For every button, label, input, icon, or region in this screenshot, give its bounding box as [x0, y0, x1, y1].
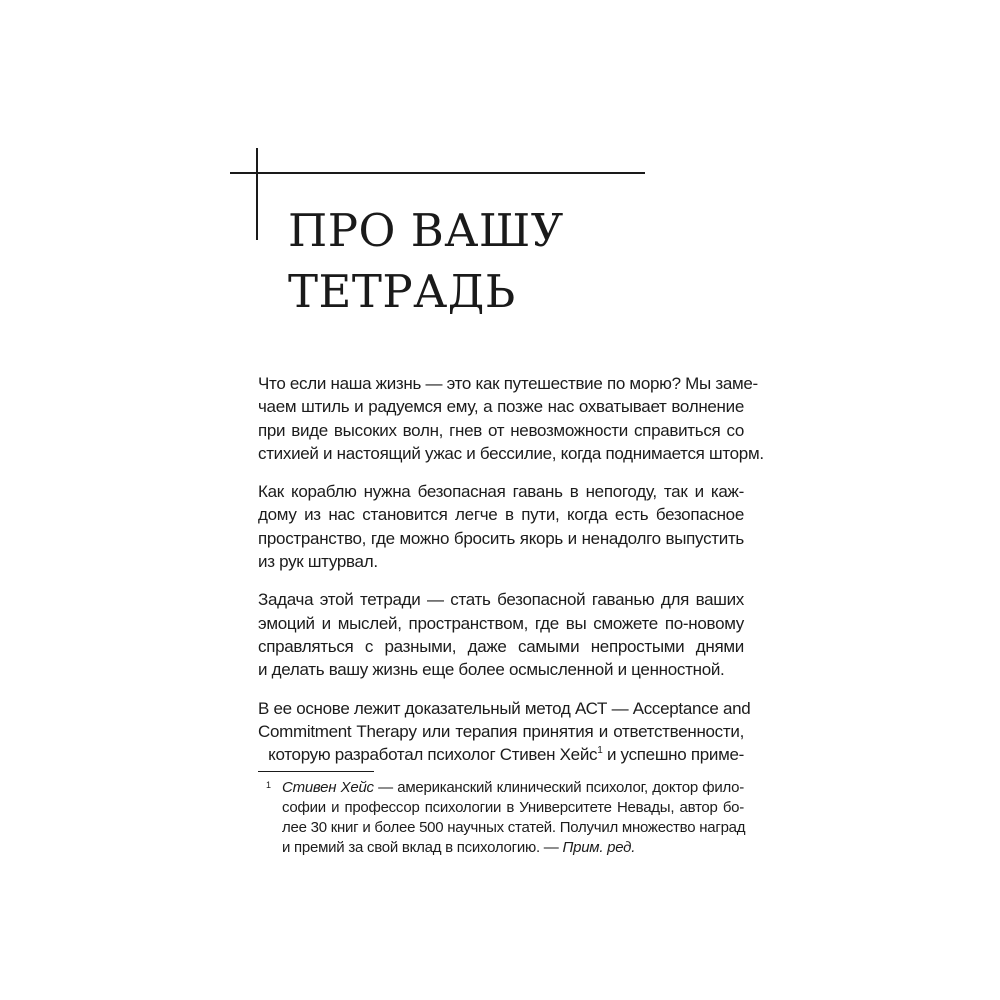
footnote-person-name: Стивен Хейс	[282, 779, 374, 796]
paragraph-line: дому из нас становится легче в пути, когда есть безопасное	[258, 505, 744, 525]
paragraph-1	[258, 372, 764, 465]
paragraph-2	[258, 480, 744, 573]
footnote-line	[282, 838, 744, 858]
paragraph-4	[258, 697, 751, 767]
paragraph-line: справляться с разными, даже самыми непростыми днями	[258, 636, 744, 656]
paragraph-line: Commitment Therapy или терапия принятия и ответственности,	[258, 721, 744, 741]
paragraph-line: из рук штурвал.	[258, 552, 378, 572]
footnote-text	[282, 778, 744, 858]
editor-note: Прим. ред.	[562, 839, 636, 856]
paragraph-line: при виде высоких волн, гнев от невозможности справиться со	[258, 420, 744, 440]
footnote-reference[interactable]: 1	[597, 745, 603, 757]
paragraph-line: Как кораблю нужна безопасная гавань в непогоду, так и каж-	[258, 482, 744, 502]
paragraph-line: и делать вашу жизнь еще более осмысленной и ценностной.	[258, 660, 725, 680]
paragraph-3	[258, 588, 744, 681]
paragraph-line: эмоций и мыслей, пространством, где вы сможете по-новому	[258, 613, 744, 633]
paragraph-line: В ее основе лежит доказательный метод АСТ — Acceptance and	[258, 698, 751, 718]
paragraph-line-with-footnote	[258, 743, 744, 766]
chapter-title-line-2: ТЕТРАДЬ	[288, 265, 516, 318]
footnote-line-part: и премий за свой вклад в психологию. —	[282, 839, 563, 856]
footnote-line	[282, 778, 744, 798]
paragraph-line-part: и успешно приме-	[606, 745, 744, 765]
body-text	[258, 372, 764, 781]
paragraph-line-part: которую разработал психолог Стивен Хейс	[268, 745, 598, 765]
paragraph-line: чаем штиль и радуемся ему, а позже нас охватывает волнение	[258, 397, 744, 417]
footnote-line-part: — американский клинический психолог, доктор фило-	[373, 779, 744, 796]
title-vertical-rule	[256, 148, 258, 240]
chapter-title	[288, 200, 564, 322]
title-horizontal-rule	[230, 172, 645, 174]
chapter-title-line-1: ПРО ВАШУ	[288, 204, 564, 257]
footnote-separator	[258, 771, 374, 772]
paragraph-line: пространство, где можно бросить якорь и ненадолго выпустить	[258, 528, 744, 548]
paragraph-line: Задача этой тетради — стать безопасной гаванью для ваших	[258, 590, 744, 610]
footnote-line: софии и профессор психологии в Университете Невады, автор бо-	[282, 799, 744, 816]
footnote-line: лее 30 книг и более 500 научных статей. Получил множество наград	[282, 819, 746, 836]
footnote	[266, 778, 744, 858]
paragraph-line: Что если наша жизнь — это как путешествие по морю? Мы заме-	[258, 374, 758, 393]
paragraph-line: стихией и настоящий ужас и бессилие, когда поднимается шторм.	[258, 443, 764, 463]
footnote-mark: 1	[266, 780, 271, 790]
